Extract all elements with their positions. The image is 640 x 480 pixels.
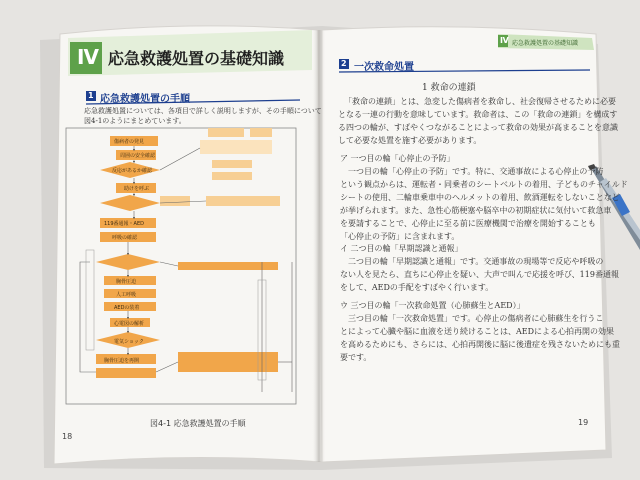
- item-a-line-3: シートの使用、二輪車乗車中のヘルメットの着用、飲酒運転をしないことなど: [340, 193, 620, 202]
- para1-line-1: 「救命の連鎖」とは、急変した傷病者を救命し、社会復帰させるために必要: [344, 97, 616, 106]
- left-intro-line-2: 図4-1のようにまとめています。: [84, 117, 186, 125]
- item-c-line-1: 三つ目の輪「一次救命処置」です。心停止の傷病者に心肺蘇生を行うこ: [348, 314, 604, 323]
- flowchart-caption: 図4-1 応急救護処置の手順: [150, 419, 246, 428]
- chapter-numeral: Ⅳ: [77, 45, 99, 69]
- flowchart-white-nodes: [200, 140, 272, 154]
- item-b-heading: イ 二つ目の輪「早期認識と通報」: [340, 244, 463, 253]
- item-a-line-2: という観点からは、運転者・同乗者のシートベルトの着用、子どものチャイルド: [340, 180, 628, 189]
- flow-node-2: 反応があるか確認: [112, 168, 153, 174]
- right-section-number: 2: [341, 59, 347, 68]
- item-a-heading: ア 一つ目の輪「心停止の予防」: [340, 154, 455, 163]
- right-section-title: 一次救命処置: [354, 62, 414, 73]
- flow-node-4: 119番通報・AED: [104, 221, 144, 227]
- left-intro-line-1: 応急救護処置については、各項目で詳しく説明しますが、その手順について: [84, 107, 322, 115]
- para1-line-3: る四つの輪が、すばやくつながることによって救命の効果が高まることを意識: [338, 123, 618, 132]
- item-a-line-4: が挙げられます。また、急性心筋梗塞や脳卒中の初期症状に気付いて救急車: [340, 206, 612, 215]
- right-page-number: 19: [578, 418, 589, 427]
- flow-node-11: 胸骨圧迫を再開: [104, 358, 140, 364]
- flow-node-6: 胸骨圧迫: [116, 279, 137, 285]
- para1-line-4: して必要な処置を施す必要があります。: [338, 136, 482, 145]
- item-c-line-3: を高めるためにも、さらには、心拍再開後に脳に後遺症を残さないためにも重: [340, 340, 620, 349]
- chapter-title: 応急救護処置の基礎知識: [108, 49, 285, 68]
- right-subheading: 1 救命の連鎖: [422, 83, 476, 93]
- item-a-line-6: 「心停止の予防」に含まれます。: [340, 232, 460, 241]
- item-a-line-5: を要請することで、心停止に至る前に医療機関で治療を開始することも: [340, 219, 596, 228]
- flow-node-10: 電気ショック: [114, 339, 144, 345]
- left-section-number: 1: [88, 91, 94, 100]
- item-c-line-2: とによって心臓や脳に血液を送り続けることは、AEDによる心拍再開の効果: [340, 327, 615, 336]
- flow-node-0: 傷病者の発見: [114, 139, 145, 145]
- item-c-line-4: 要です。: [340, 353, 372, 362]
- item-c-heading: ウ 三つ目の輪「一次救命処置（心肺蘇生とAED）」: [340, 301, 525, 310]
- right-header-text: 応急救護処置の基礎知識: [512, 40, 579, 47]
- flow-node-3: 助けを呼ぶ: [124, 186, 150, 192]
- right-header-numeral: Ⅳ: [500, 36, 509, 45]
- item-b-line-1: 二つ目の輪「早期認識と通報」です。交通事故の現場等で反応や呼吸の: [348, 257, 604, 266]
- book-gutter: [312, 30, 326, 462]
- item-b-line-3: をして、AEDの手配をすばやく行います。: [340, 283, 494, 292]
- flow-node-9: 心電図の解析: [114, 321, 145, 327]
- item-b-line-2: ない人を見たら、直ちに心停止を疑い、大声で叫んで応援を呼び、119番通報: [340, 270, 619, 279]
- left-page-number: 18: [62, 432, 73, 441]
- flow-node-7: 人工呼吸: [116, 292, 137, 298]
- flow-node-8: AEDの装着: [114, 305, 140, 311]
- flow-node-1: 周囲の安全確認: [120, 153, 156, 159]
- left-section-title: 応急救護処置の手順: [100, 94, 190, 105]
- para1-line-2: となる一連の行動を意味しています。救命者は、この「救命の連鎖」を構成す: [338, 110, 618, 119]
- flow-node-5: 呼吸の確認: [112, 235, 138, 241]
- item-a-line-1: 一つ目の輪「心停止の予防」です。特に、交通事故による心停止の予防: [348, 167, 604, 176]
